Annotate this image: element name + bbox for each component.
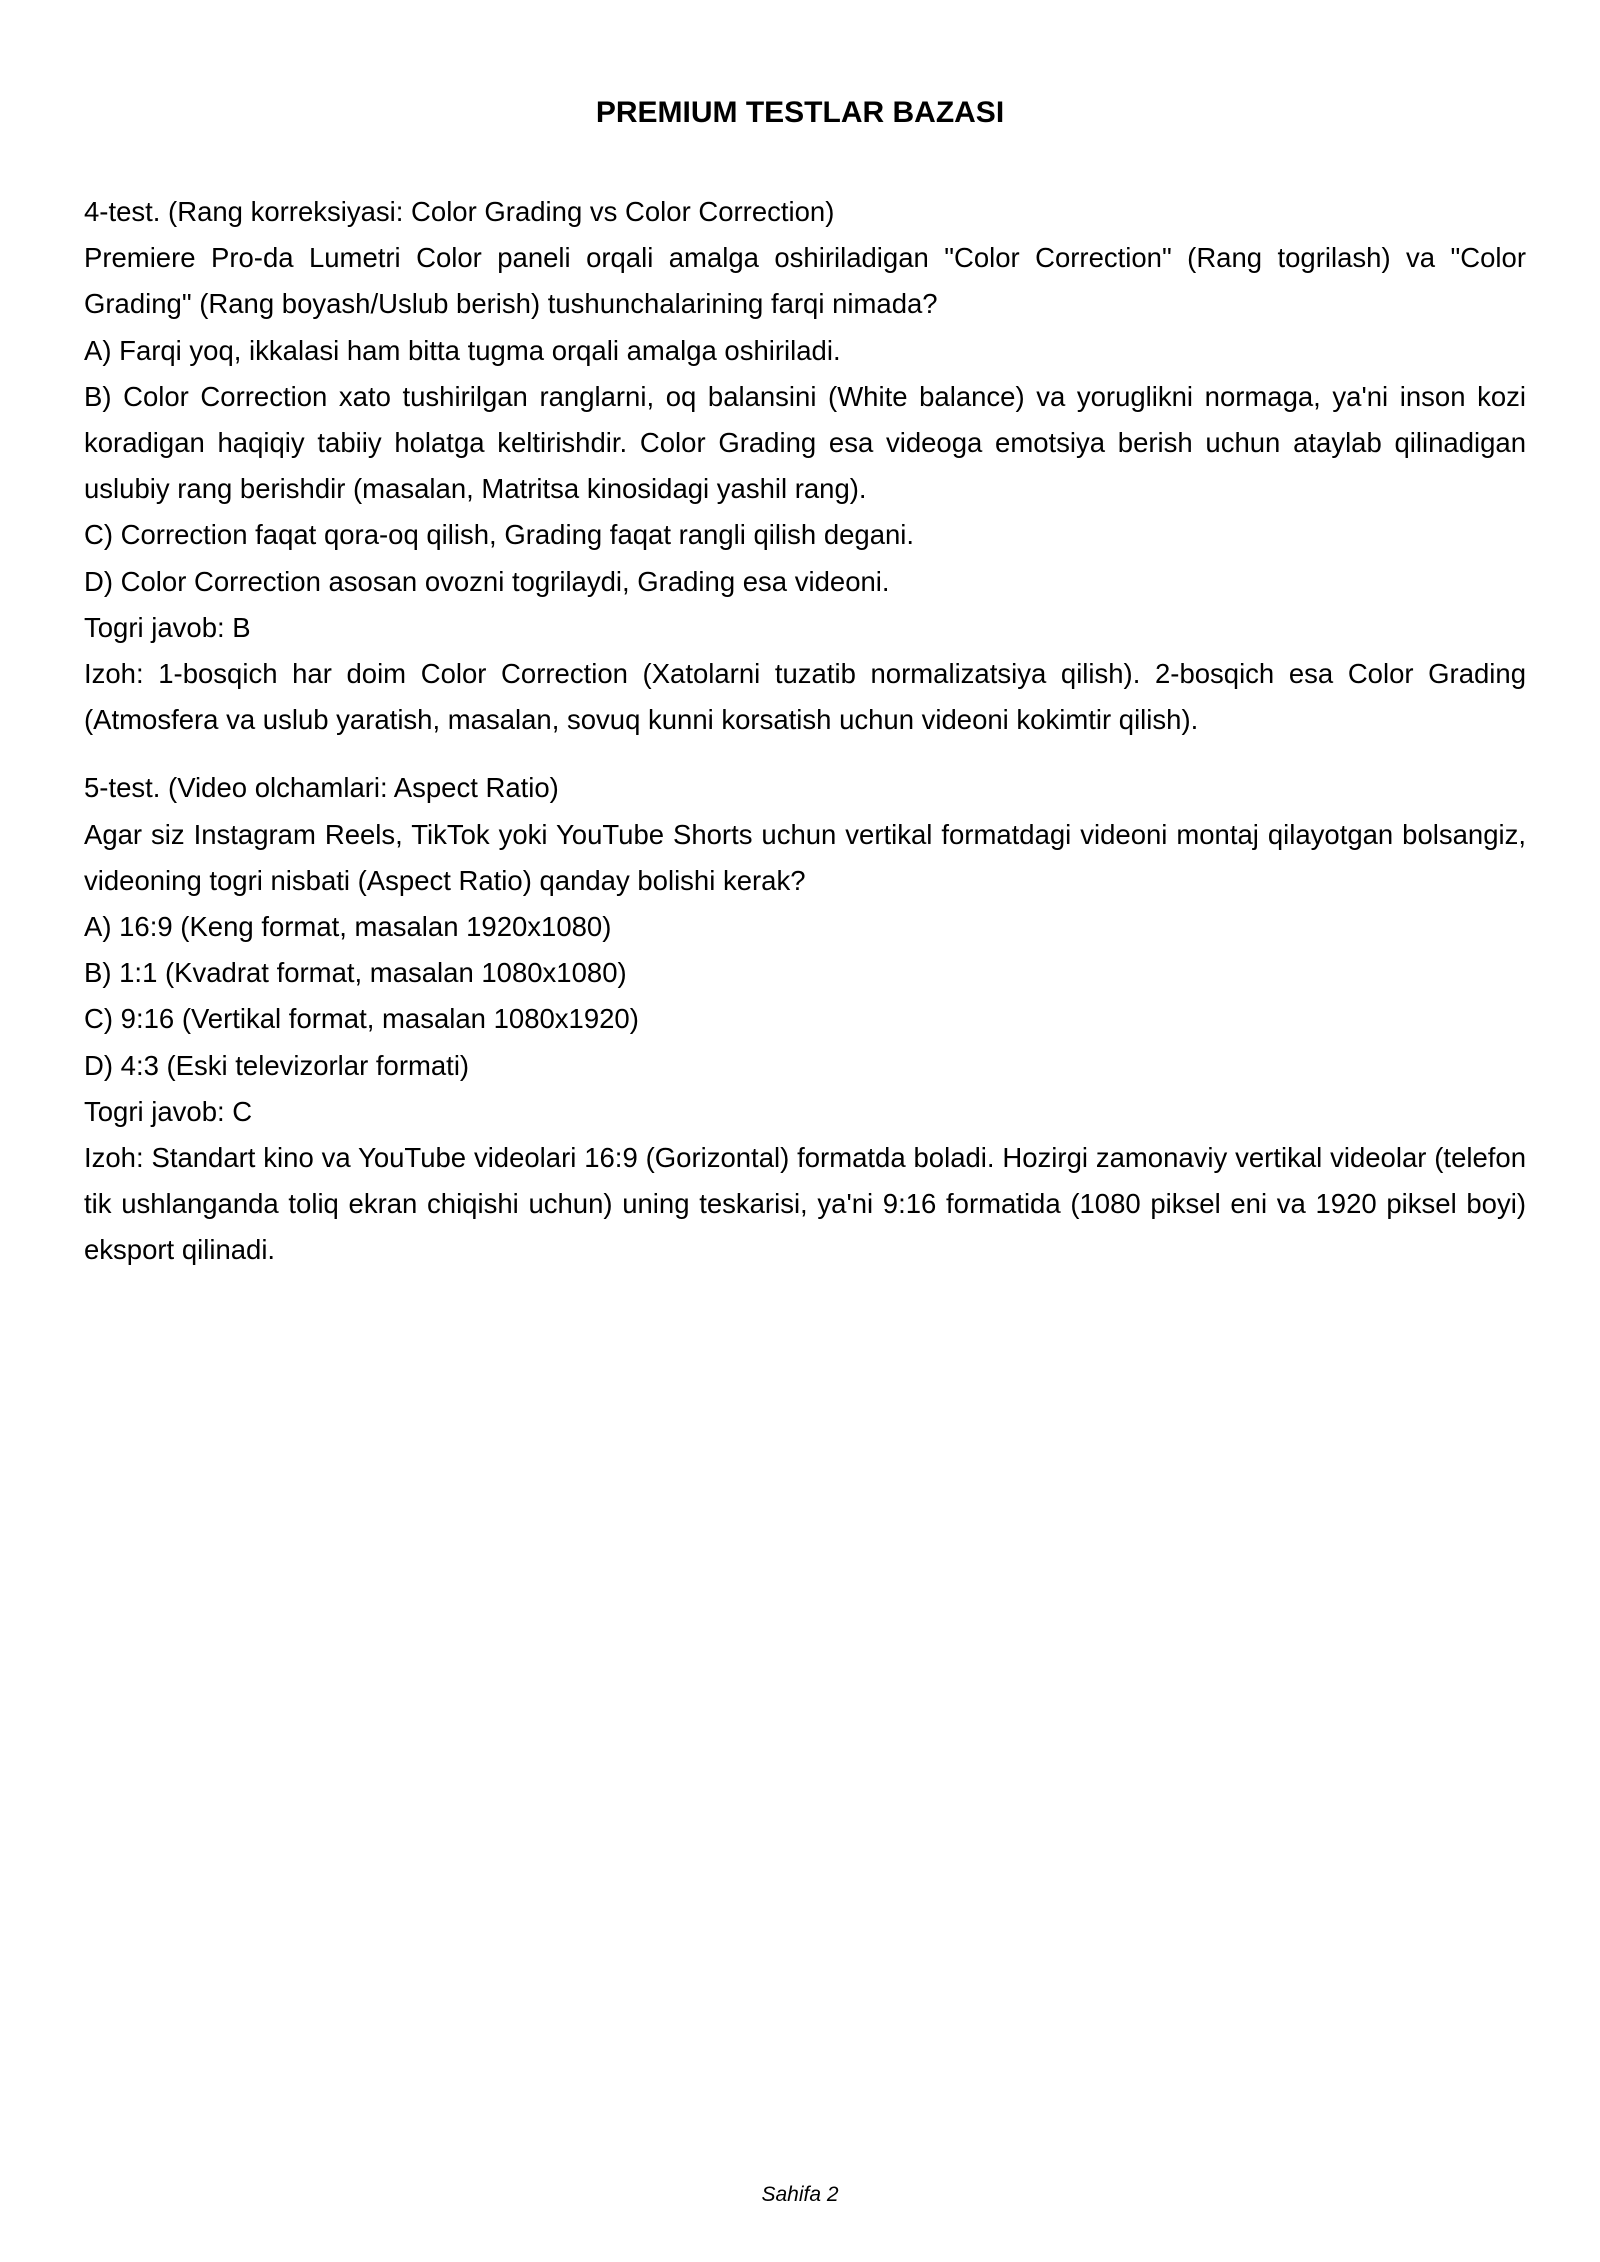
- test-question: Premiere Pro-da Lumetri Color paneli orqali amalga oshiriladigan "Color Correction" (Rang togrilash) va "Color Grading" (Rang boyash/Uslub berish) tushunchalarining farqi nimada?: [84, 242, 1526, 320]
- answer-option-d: D) Color Correction asosan ovozni togrilaydi, Grading esa videoni.: [84, 565, 890, 597]
- answer-option-a: A) 16:9 (Keng format, masalan 1920x1080): [84, 911, 612, 943]
- answer-option-c: C) 9:16 (Vertikal format, masalan 1080x1920): [84, 1003, 639, 1035]
- test-heading: 4-test. (Rang korreksiyasi: Color Grading vs Color Correction): [84, 196, 835, 227]
- test-item-5: [84, 765, 1526, 1273]
- page-title: PREMIUM TESTLAR BAZASI: [595, 96, 1005, 129]
- answer-option-b: B) 1:1 (Kvadrat format, masalan 1080x1080): [84, 957, 627, 989]
- document-body: [84, 189, 1526, 1274]
- explanation: Izoh: 1-bosqich har doim Color Correction (Xatolarni tuzatib normalizatsiya qilish). 2-bosqich esa Color Grading (Atmosfera va uslub yaratish, masalan, sovuq kunni korsatish uchun videoni kokimtir qilish).: [84, 658, 1526, 736]
- answer-option-c: C) Correction faqat qora-oq qilish, Grading faqat rangli qilish degani.: [84, 519, 915, 551]
- page-number: Sahifa 2: [761, 2183, 839, 2206]
- test-heading: 5-test. (Video olchamlari: Aspect Ratio): [84, 772, 559, 804]
- correct-answer: Togri javob: C: [84, 1095, 253, 1127]
- test-question: Agar siz Instagram Reels, TikTok yoki YouTube Shorts uchun vertikal formatdagi videoni montaj qilayotgan bolsangiz, videoning togri nisbati (Aspect Ratio) qanday bolishi kerak?: [84, 818, 1526, 896]
- answer-option-a: A) Farqi yoq, ikkalasi ham bitta tugma orqali amalga oshiriladi.: [84, 334, 841, 366]
- correct-answer: Togri javob: B: [84, 611, 251, 643]
- test-item-4: [84, 189, 1526, 743]
- answer-option-d: D) 4:3 (Eski televizorlar formati): [84, 1049, 470, 1081]
- answer-option-b: B) Color Correction xato tushirilgan ranglarni, oq balansini (White balance) va yoruglikni normaga, ya'ni inson kozi koradigan haqiqiy tabiiy holatga keltirishdir. Color Grading esa videoga emotsiya berish uchun ataylab qilinadigan uslubiy rang berishdir (masalan, Matritsa kinosidagi yashil rang).: [84, 380, 1526, 505]
- explanation: Izoh: Standart kino va YouTube videolari 16:9 (Gorizontal) formatda boladi. Hozirgi zamonaviy vertikal videolar (telefon tik ushlanganda toliq ekran chiqishi uchun) uning teskarisi, ya'ni 9:16 formatida (1080 piksel eni va 1920 piksel boyi) eksport qilinadi.: [84, 1142, 1526, 1266]
